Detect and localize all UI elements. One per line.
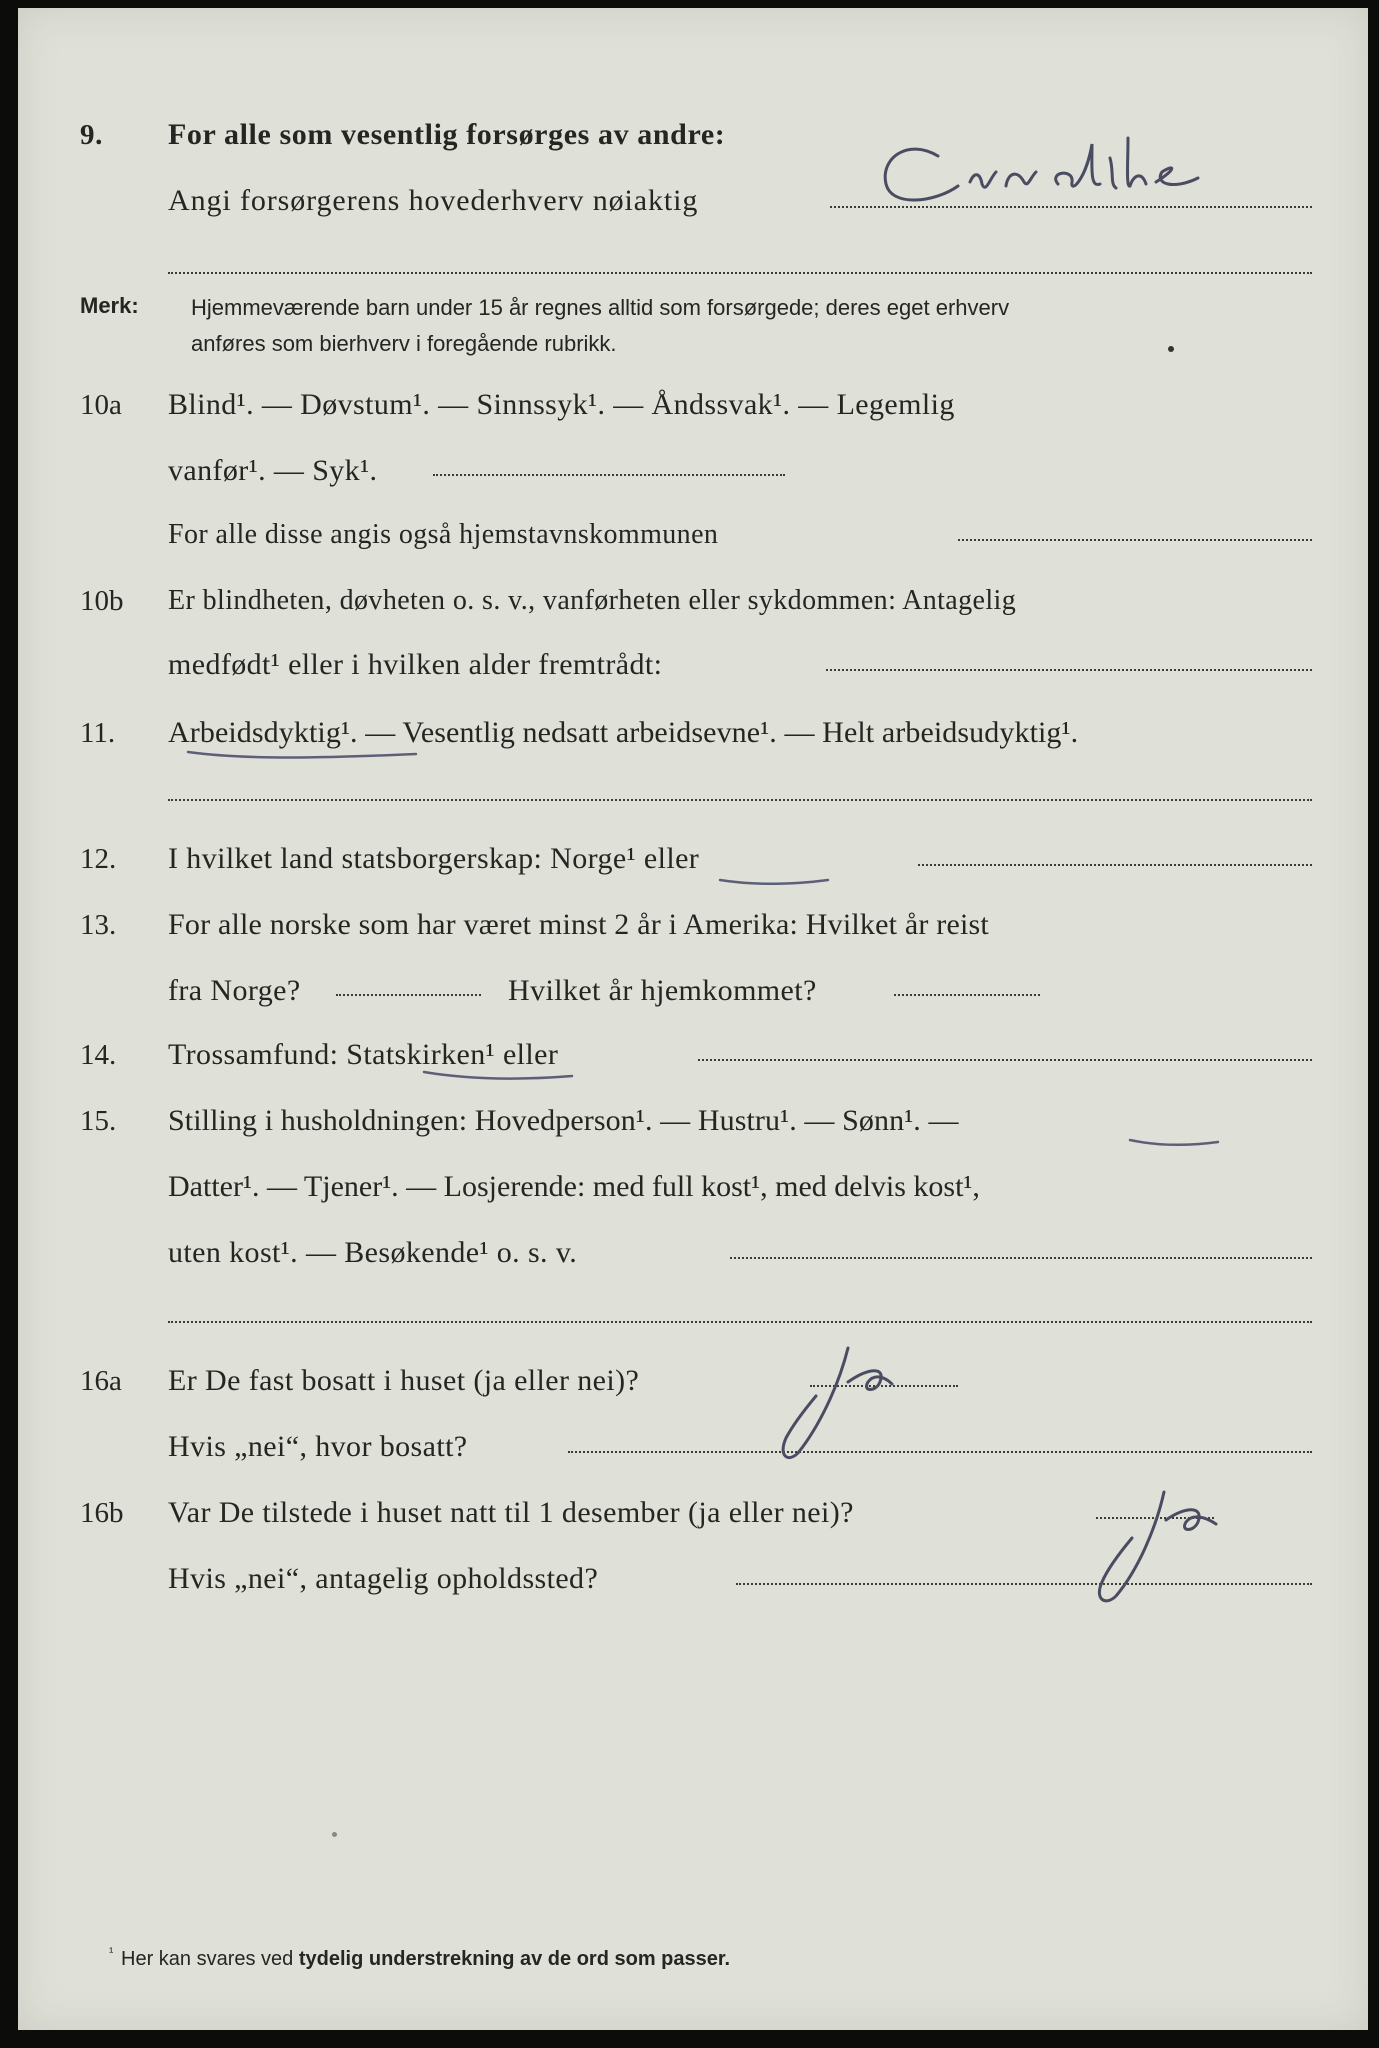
question-text: Er De fast bosatt i huset (ja eller nei)? bbox=[168, 1364, 640, 1397]
question-text: Datter¹. — Tjener¹. — Losjerende: med full kost¹, med delvis kost¹, bbox=[168, 1170, 980, 1203]
question-14 bbox=[18, 1030, 1368, 1080]
question-text: medfødt¹ eller i hvilken alder fremtrådt: bbox=[168, 648, 663, 681]
answer-line bbox=[168, 799, 1312, 801]
question-text: For alle disse angis også hjemstavnskommunen bbox=[168, 519, 719, 550]
question-text: Hvilket år hjemkommet? bbox=[508, 974, 817, 1007]
question-10b-line2 bbox=[18, 640, 1368, 690]
footnote-text: Her kan svares ved bbox=[121, 1948, 294, 1970]
ink-speck bbox=[1168, 346, 1174, 352]
question-15-line2 bbox=[18, 1162, 1368, 1212]
handwritten-occupation-signature bbox=[878, 128, 1238, 228]
answer-line bbox=[826, 669, 1312, 671]
answer-line bbox=[433, 474, 785, 476]
question-text: For alle norske som har været minst 2 år i Amerika: Hvilket år reist bbox=[168, 908, 989, 941]
answer-line bbox=[336, 994, 481, 996]
question-number: 11. bbox=[80, 717, 116, 749]
question-10a-line2 bbox=[18, 446, 1368, 496]
question-text: Stilling i husholdningen: Hovedperson¹. — Hustru¹. — Sønn¹. — bbox=[168, 1104, 959, 1137]
question-number: 10b bbox=[80, 585, 124, 617]
note-text: Hjemmeværende barn under 15 år regnes alltid som forsørgede; deres eget erhverv bbox=[191, 295, 1010, 320]
answer-line bbox=[730, 1257, 1312, 1259]
underline-mark-statskirken bbox=[422, 1066, 582, 1086]
footnote bbox=[109, 1944, 731, 1971]
question-number: 16b bbox=[80, 1497, 124, 1529]
note-label: Merk: bbox=[80, 293, 139, 318]
footnote-mark: ¹ bbox=[109, 1944, 114, 1959]
question-number: 12. bbox=[80, 843, 117, 875]
question-text: Var De tilstede i huset natt til 1 desember (ja eller nei)? bbox=[168, 1496, 854, 1529]
underline-mark-norge bbox=[718, 872, 838, 892]
answer-line bbox=[168, 272, 1312, 274]
question-number: 15. bbox=[80, 1105, 117, 1137]
question-text: Angi forsørgerens hovederhverv nøiaktig bbox=[168, 184, 699, 217]
answer-line bbox=[894, 994, 1040, 996]
answer-line bbox=[168, 1321, 1312, 1323]
question-number: 10a bbox=[80, 389, 122, 421]
question-text: I hvilket land statsborgerskap: Norge¹ eller bbox=[168, 842, 700, 875]
question-12 bbox=[18, 834, 1368, 884]
question-number: 14. bbox=[80, 1039, 117, 1071]
question-number: 9. bbox=[80, 119, 103, 151]
question-text: Er blindheten, døvheten o. s. v., vanførheten eller sykdommen: Antagelig bbox=[168, 585, 1017, 616]
answer-line bbox=[918, 864, 1312, 866]
question-text: fra Norge? bbox=[168, 974, 301, 1007]
question-text: Trossamfund: Statskirken¹ eller bbox=[168, 1038, 559, 1071]
question-text: uten kost¹. — Besøkende¹ o. s. v. bbox=[168, 1236, 578, 1269]
question-number: 13. bbox=[80, 909, 117, 941]
question-10a bbox=[18, 380, 1368, 430]
question-10a-line3 bbox=[18, 510, 1368, 560]
answer-line bbox=[568, 1451, 1312, 1453]
handwritten-answer-ja bbox=[758, 1338, 918, 1468]
ink-speck bbox=[332, 1832, 337, 1837]
question-text: vanfør¹. — Syk¹. bbox=[168, 454, 378, 487]
question-text: For alle som vesentlig forsørges av andre: bbox=[168, 118, 726, 151]
census-form-page bbox=[18, 8, 1368, 2030]
question-13-line2 bbox=[18, 966, 1368, 1016]
underline-mark-sonn bbox=[1128, 1134, 1228, 1154]
question-text: Blind¹. — Døvstum¹. — Sinnssyk¹. — Åndssvak¹. — Legemlig bbox=[168, 388, 955, 421]
answer-line bbox=[958, 539, 1312, 541]
note-block bbox=[18, 288, 1368, 368]
question-number: 16a bbox=[80, 1365, 122, 1397]
question-16a bbox=[18, 1356, 1368, 1406]
question-text: Hvis „nei“, antagelig opholdssted? bbox=[168, 1562, 599, 1595]
answer-line bbox=[698, 1059, 1312, 1061]
underline-mark-arbeidsdyktig bbox=[186, 744, 426, 764]
handwritten-answer-ja bbox=[1068, 1478, 1238, 1608]
question-10b bbox=[18, 576, 1368, 626]
question-text: Hvis „nei“, hvor bosatt? bbox=[168, 1430, 468, 1463]
note-text: anføres som bierhverv i foregående rubrikk. bbox=[191, 331, 617, 356]
question-16a-line2 bbox=[18, 1422, 1368, 1472]
question-13 bbox=[18, 900, 1368, 950]
footnote-bold-text: tydelig understrekning av de ord som passer. bbox=[298, 1948, 731, 1970]
question-text: Arbeidsdyktig¹. — Vesentlig nedsatt arbeidsevne¹. — Helt arbeidsudyktig¹. bbox=[168, 716, 1079, 749]
question-15-line3 bbox=[18, 1228, 1368, 1278]
